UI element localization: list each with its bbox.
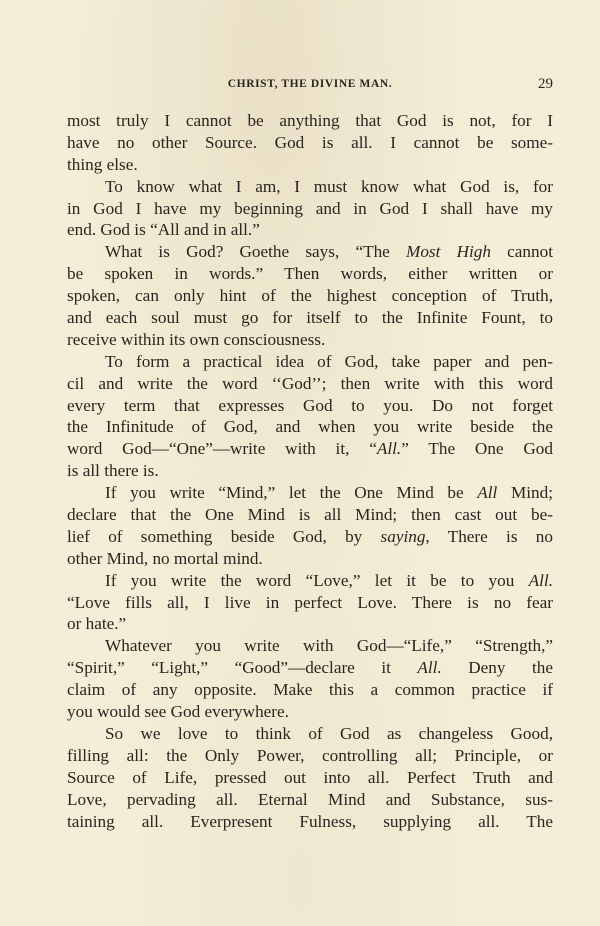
- text-segment: other Mind, no mortal mind.: [67, 548, 263, 568]
- text-line: [67, 395, 553, 417]
- body-text: [67, 110, 553, 832]
- text-line: [67, 351, 553, 373]
- text-line: [67, 592, 553, 614]
- text-segment: Source of Life, pressed out into all. Perfect Truth and: [67, 767, 553, 787]
- running-header: [67, 76, 553, 94]
- text-segment: and each soul must go for itself to the Infinite Fount, to: [67, 308, 553, 328]
- paragraph: [67, 482, 553, 570]
- text-line: [67, 482, 553, 504]
- text-segment: Mind;: [497, 483, 553, 503]
- text-segment: every term that expresses God to you. Do not forget: [67, 395, 553, 415]
- text-segment: lief of something beside God, by: [67, 526, 381, 546]
- text-segment: in God I have my beginning and in God I shall have my: [67, 198, 553, 218]
- text-segment: is all there is.: [67, 461, 159, 481]
- text-line: [67, 657, 553, 679]
- text-segment: or hate.”: [67, 614, 127, 634]
- italic-text: All: [477, 483, 498, 503]
- text-line: [67, 132, 553, 154]
- text-segment: spoken, can only hint of the highest conception of Truth,: [67, 286, 553, 306]
- text-segment: have no other Source. God is all. I cannot be some-: [67, 132, 553, 152]
- text-segment: you would see God everywhere.: [67, 702, 289, 722]
- text-segment: word God—“One”—write with it, “: [67, 439, 377, 459]
- text-line: [67, 176, 553, 198]
- text-line: [67, 701, 553, 723]
- paragraph: [67, 570, 553, 636]
- text-segment: To form a practical idea of God, take paper and pen-: [105, 351, 553, 371]
- text-segment: If you write the word “Love,” let it be to you: [105, 570, 529, 590]
- text-segment: ” The One God: [401, 439, 553, 459]
- page-number: 29: [538, 76, 553, 92]
- text-line: [67, 767, 553, 789]
- text-line: [67, 789, 553, 811]
- text-segment: So we love to think of God as changeless Good,: [105, 723, 553, 743]
- paragraph: [67, 241, 553, 350]
- text-line: [67, 460, 553, 482]
- text-line: [67, 263, 553, 285]
- text-line: [67, 198, 553, 220]
- text-segment: declare that the One Mind is all Mind; then cast out be-: [67, 505, 553, 525]
- text-segment: taining all. Everpresent Fulness, supplying all. The: [67, 811, 553, 831]
- paragraph: [67, 176, 553, 242]
- italic-text: Most High: [406, 242, 491, 262]
- text-line: [67, 438, 553, 460]
- italic-text: saying: [380, 526, 426, 546]
- text-line: [67, 526, 553, 548]
- text-segment: most truly I cannot be anything that God is not, for I: [67, 111, 553, 130]
- text-segment: “Love fills all, I live in perfect Love. There is no fear: [67, 592, 553, 612]
- text-segment: filling all: the Only Power, controlling all; Principle, or: [67, 745, 553, 765]
- text-segment: Deny the: [441, 658, 553, 678]
- text-line: [67, 416, 553, 438]
- paragraph: [67, 635, 553, 723]
- italic-text: All.: [528, 570, 553, 590]
- text-line: [67, 613, 553, 635]
- text-line: [67, 154, 553, 176]
- text-line: [67, 745, 553, 767]
- text-segment: cannot: [490, 242, 553, 262]
- text-line: [67, 570, 553, 592]
- text-segment: claim of any opposite. Make this a common practice if: [67, 680, 553, 700]
- italic-text: All.: [376, 439, 402, 459]
- running-title: CHRIST, THE DIVINE MAN.: [227, 78, 393, 90]
- text-line: [67, 307, 553, 329]
- text-line: [67, 285, 553, 307]
- italic-text: All.: [417, 658, 442, 678]
- text-segment: , There is no: [425, 526, 553, 546]
- text-segment: To know what I am, I must know what God is, for: [105, 176, 553, 196]
- text-segment: cil and write the word ‘‘God’’; then write with this word: [67, 373, 553, 393]
- text-line: [67, 219, 553, 241]
- text-segment: be spoken in words.” Then words, either written or: [67, 264, 553, 284]
- text-segment: Whatever you write with God—“Life,” “Strength,”: [105, 636, 553, 656]
- paragraph: [67, 110, 553, 176]
- paragraph: [67, 351, 553, 482]
- text-line: [67, 635, 553, 657]
- text-line: [67, 373, 553, 395]
- text-segment: receive within its own consciousness.: [67, 329, 326, 349]
- text-segment: thing else.: [67, 154, 138, 174]
- text-segment: What is God? Goethe says, “The: [105, 242, 407, 262]
- text-segment: Love, pervading all. Eternal Mind and Substance, sus-: [67, 789, 553, 809]
- text-line: [67, 329, 553, 351]
- text-segment: the Infinitude of God, and when you write beside the: [67, 417, 553, 437]
- text-line: [67, 504, 553, 526]
- text-line: [67, 679, 553, 701]
- text-segment: If you write “Mind,” let the One Mind be: [105, 483, 478, 503]
- paragraph: [67, 723, 553, 832]
- text-line: [67, 548, 553, 570]
- text-line: [67, 723, 553, 745]
- text-line: [67, 241, 553, 263]
- text-line: [67, 811, 553, 833]
- text-line: [67, 110, 553, 132]
- text-segment: end. God is “All and in all.”: [67, 220, 260, 240]
- text-segment: “Spirit,” “Light,” “Good”—declare it: [67, 658, 418, 678]
